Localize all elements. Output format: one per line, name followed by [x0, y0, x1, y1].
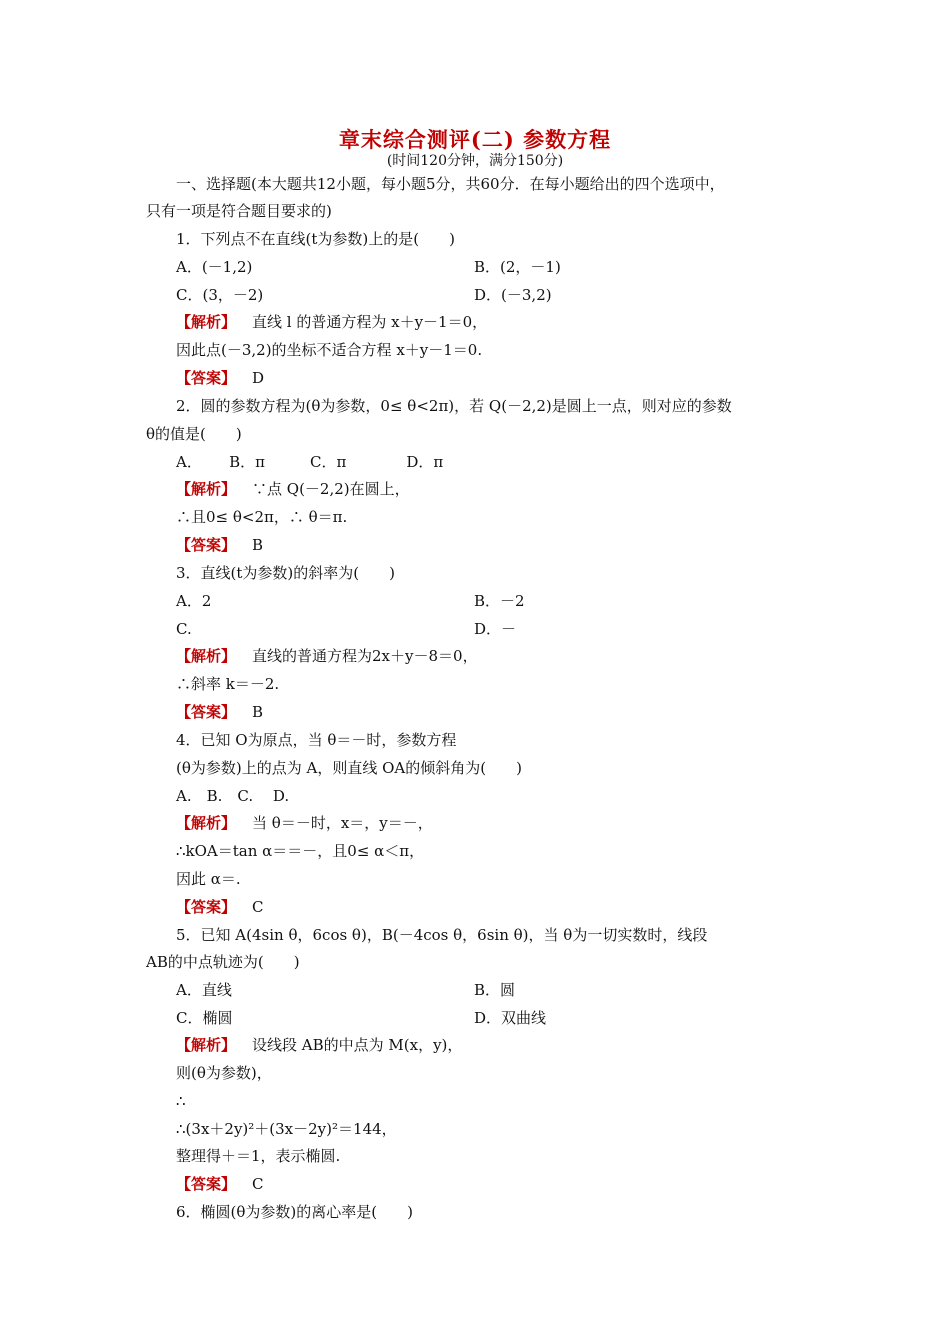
q1-option-b: B．(2，－1)	[474, 258, 561, 276]
analysis-tag: 【解析】	[176, 1036, 237, 1054]
q5-analysis	[176, 1035, 462, 1055]
q4-analysis-text-2: ∴kOA＝tan α＝＝－，且0≤ α＜π，	[176, 842, 425, 860]
analysis-tag: 【解析】	[176, 647, 237, 665]
analysis-tag: 【解析】	[176, 814, 237, 832]
q3-option-c: C.	[176, 620, 192, 638]
q1-stem: 1．下列点不在直线(t为参数)上的是( )	[176, 230, 455, 248]
q1-option-a: A．(－1,2)	[176, 258, 253, 276]
q5-stem-2: AB的中点轨迹为( )	[146, 953, 300, 971]
q1-option-c: C．(3，－2)	[176, 286, 264, 304]
q3-option-a: A．2	[176, 592, 212, 610]
page-title: 章末综合测评(二) 参数方程	[338, 127, 612, 152]
q1-analysis	[176, 312, 487, 332]
q5-stem-1: 5．已知 A(4sin θ，6cos θ)，B(－4cos θ，6sin θ)，当 θ为一切实数时，线段	[176, 926, 708, 944]
q5-answer-value: C	[252, 1175, 264, 1193]
q2-analysis-text-1: ∵点 Q(－2,2)在圆上，	[252, 480, 410, 498]
q2-answer-value: B	[252, 536, 264, 554]
q4-stem-1: 4．已知 O为原点，当 θ＝－时，参数方程	[176, 731, 457, 749]
q1-answer	[176, 368, 264, 388]
q2-analysis-text-2: ∴且0≤ θ<2π，∴ θ＝π.	[176, 508, 348, 526]
q5-option-b: B．圆	[474, 981, 516, 999]
q2-answer	[176, 535, 263, 555]
q4-answer-value: C	[252, 898, 264, 916]
q4-analysis-text-3: 因此 α＝.	[176, 870, 241, 888]
analysis-tag: 【解析】	[176, 480, 237, 498]
q5-analysis-text-3: ∴	[176, 1092, 186, 1110]
q5-option-a: A．直线	[176, 981, 232, 999]
q2-options: A． B．π C．π D．π	[176, 453, 444, 471]
answer-tag: 【答案】	[176, 1175, 237, 1193]
q1-answer-value: D	[252, 369, 265, 387]
q1-analysis-text-2: 因此点(－3,2)的坐标不适合方程 x＋y－1＝0.	[176, 341, 483, 359]
q3-analysis-text-1: 直线的普通方程为2x＋y－8＝0，	[252, 647, 478, 665]
q3-stem: 3．直线(t为参数)的斜率为( )	[176, 564, 395, 582]
analysis-tag: 【解析】	[176, 313, 237, 331]
q4-stem-2: (θ为参数)上的点为 A，则直线 OA的倾斜角为( )	[176, 759, 522, 777]
q2-analysis	[176, 479, 410, 499]
q4-options: A. B. C. D.	[176, 787, 290, 805]
answer-tag: 【答案】	[176, 536, 237, 554]
answer-tag: 【答案】	[176, 369, 237, 387]
q3-option-d: D．－	[474, 620, 517, 638]
q4-analysis-text-1: 当 θ＝－时，x＝，y＝－，	[252, 814, 433, 832]
q5-option-d: D．双曲线	[474, 1009, 547, 1027]
q3-answer-value: B	[252, 703, 264, 721]
q6-stem: 6．椭圆(θ为参数)的离心率是( )	[176, 1203, 413, 1221]
section-intro-line-2: 只有一项是符合题目要求的)	[146, 202, 332, 220]
answer-tag: 【答案】	[176, 703, 237, 721]
page-subtitle: (时间120分钟，满分150分)	[386, 153, 564, 169]
answer-tag: 【答案】	[176, 898, 237, 916]
q1-analysis-text-1: 直线 l 的普通方程为 x＋y－1＝0，	[252, 313, 488, 331]
q2-stem-1: 2．圆的参数方程为(θ为参数，0≤ θ<2π)，若 Q(－2,2)是圆上一点，则对应的参数	[176, 397, 732, 415]
q4-answer	[176, 897, 264, 917]
q4-analysis	[176, 813, 433, 833]
q5-analysis-text-4: ∴(3x＋2y)²＋(3x－2y)²＝144，	[176, 1120, 397, 1138]
q5-analysis-text-1: 设线段 AB的中点为 M(x，y)，	[252, 1036, 463, 1054]
q3-option-b: B．－2	[474, 592, 525, 610]
q3-analysis	[176, 646, 478, 666]
q5-answer	[176, 1174, 264, 1194]
q3-analysis-text-2: ∴斜率 k＝－2.	[176, 675, 280, 693]
q2-stem-2: θ的值是( )	[146, 425, 242, 443]
q5-analysis-text-2: 则(θ为参数)，	[176, 1064, 272, 1082]
section-intro-line-1: 一、选择题(本大题共12小题，每小题5分，共60分．在每小题给出的四个选项中，	[176, 175, 725, 193]
q5-option-c: C．椭圆	[176, 1009, 233, 1027]
q1-option-d: D．(－3,2)	[474, 286, 552, 304]
q3-answer	[176, 702, 263, 722]
q5-analysis-text-5: 整理得＋＝1，表示椭圆.	[176, 1147, 341, 1165]
